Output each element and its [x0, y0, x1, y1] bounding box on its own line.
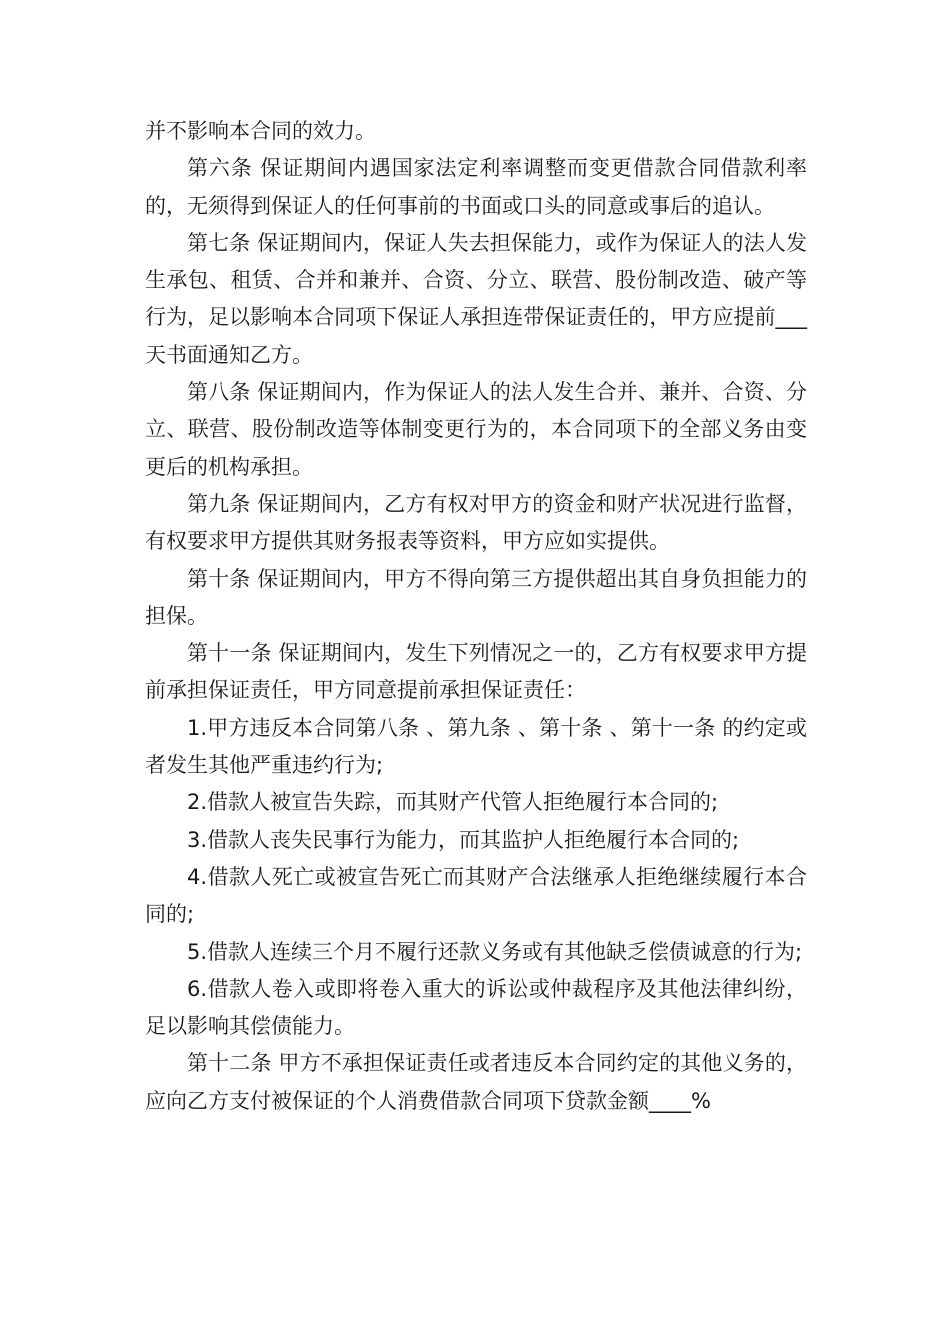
- paragraph-article-9: 第九条 保证期间内，乙方有权对甲方的资金和财产状况进行监督，有权要求甲方提供其财务报表等资料，甲方应如实提供。: [145, 491, 807, 554]
- paragraph-article-12: 第十二条 甲方不承担保证责任或者违反本合同约定的其他义务的，应向乙方支付被保证的个人消费借款合同项下贷款金额____%: [145, 1051, 807, 1113]
- paragraph-article-6: 第六条 保证期间内遇国家法定利率调整而变更借款合同借款利率的，无须得到保证人的任何事前的书面或口头的同意或事后的追认。: [145, 156, 807, 218]
- paragraph-continuation: 并不影响本合同的效力。: [145, 119, 376, 143]
- list-item-1: 1.甲方违反本合同第八条 、第九条 、第十条 、第十一条 的约定或者发生其他严重违约行为;: [145, 715, 807, 778]
- list-item-5: 5.借款人连续三个月不履行还款义务或有其他缺乏偿债诚意的行为;: [187, 939, 803, 964]
- list-item-2: 2.借款人被宣告失踪，而其财产代管人拒绝履行本合同的;: [187, 790, 719, 815]
- paragraph-article-7: 第七条 保证期间内，保证人失去担保能力，或作为保证人的法人发生承包、租赁、合并和兼并、合资、分立、联营、股份制改造、破产等行为，足以影响本合同项下保证人承担连带保证责任的，甲方应提前___天书面通知乙方。: [145, 230, 807, 367]
- list-item-4: 4.借款人死亡或被宣告死亡而其财产合法继承人拒绝继续履行本合同的;: [145, 864, 807, 927]
- list-item-6: 6.借款人卷入或即将卷入重大的诉讼或仲裁程序及其他法律纠纷，足以影响其偿债能力。: [145, 976, 807, 1039]
- document-body: [145, 113, 807, 1120]
- list-item-3: 3.借款人丧失民事行为能力，而其监护人拒绝履行本合同的;: [187, 827, 740, 852]
- paragraph-article-11: 第十一条 保证期间内，发生下列情况之一的，乙方有权要求甲方提前承担保证责任，甲方同意提前承担保证责任：: [145, 641, 807, 703]
- paragraph-article-10: 第十条 保证期间内，甲方不得向第三方提供超出其自身负担能力的担保。: [145, 566, 807, 628]
- paragraph-article-8: 第八条 保证期间内，作为保证人的法人发生合并、兼并、合资、分立、联营、股份制改造等体制变更行为的，本合同项下的全部义务由变更后的机构承担。: [145, 380, 807, 479]
